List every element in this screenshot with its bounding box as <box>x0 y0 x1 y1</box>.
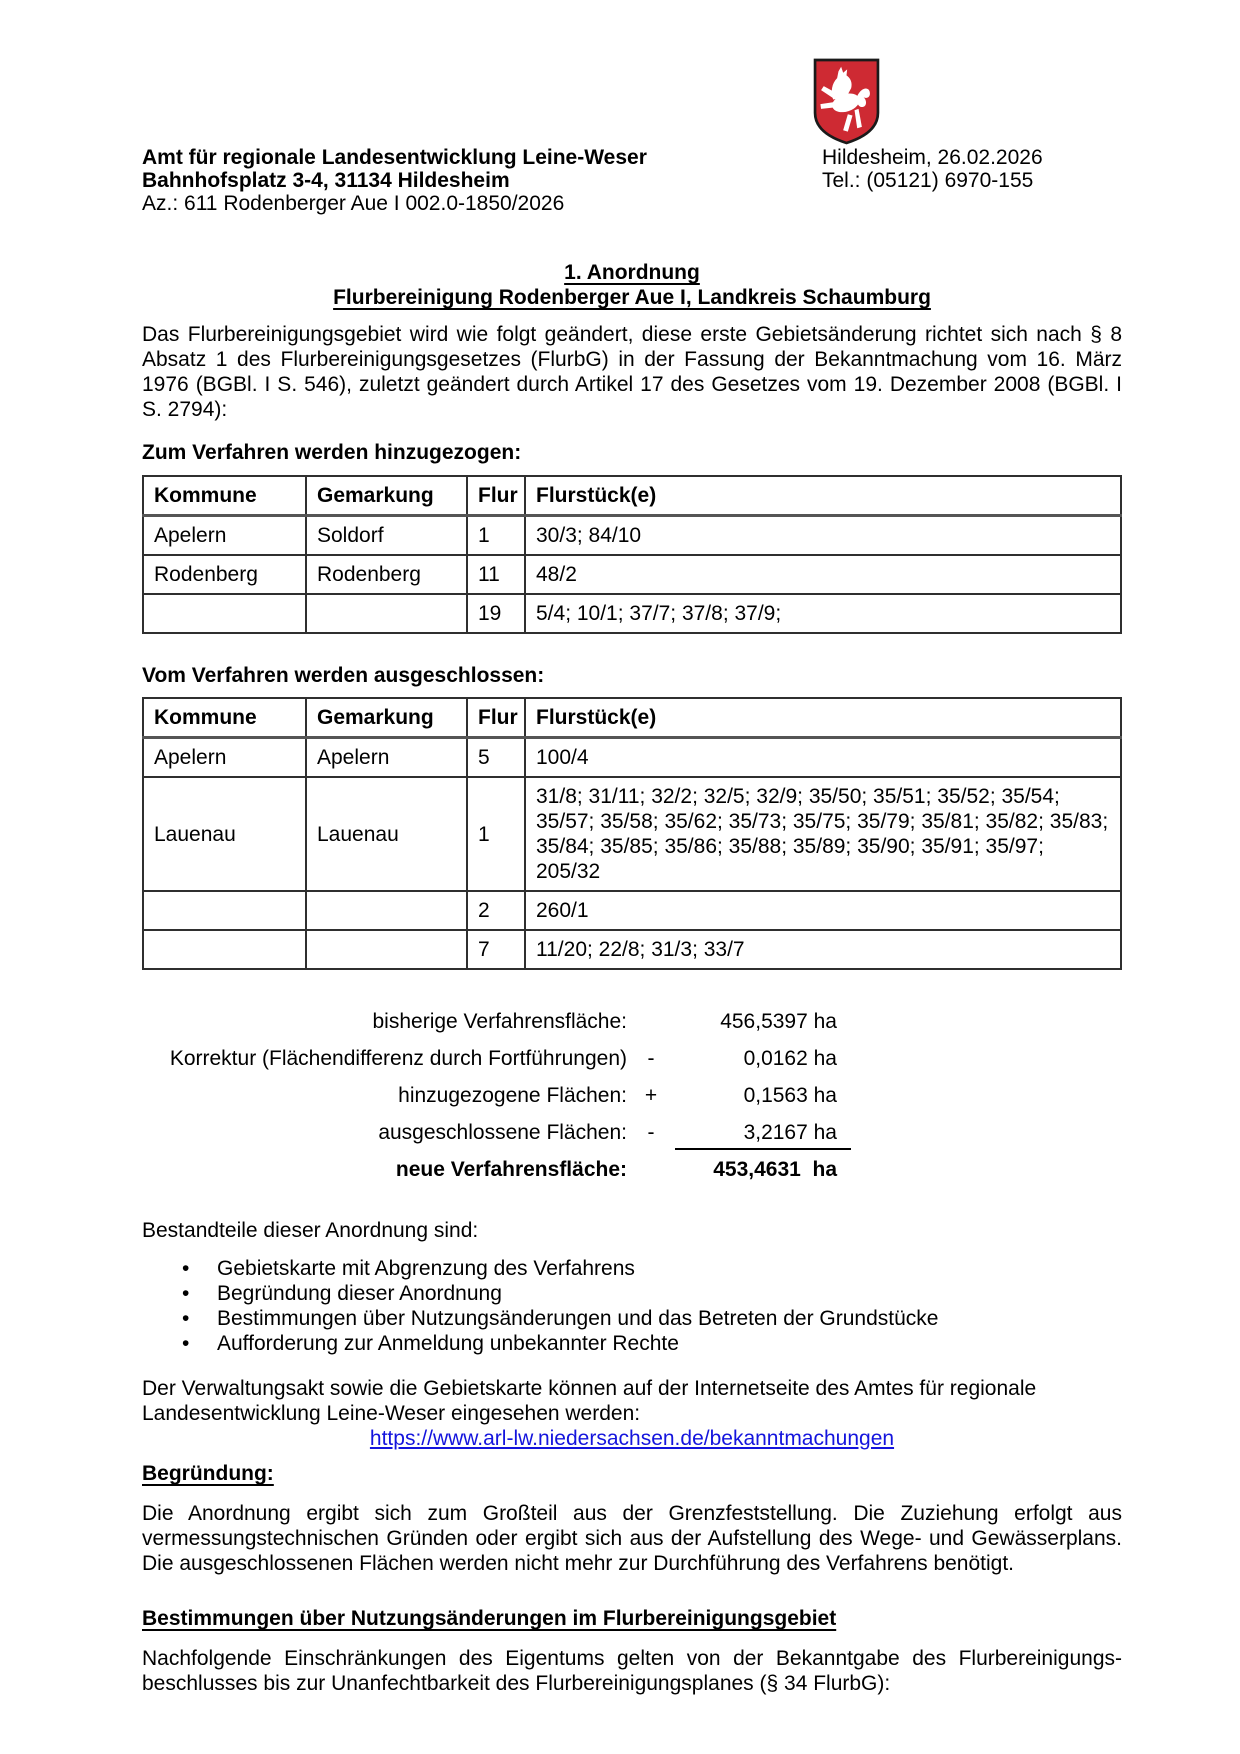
list-item: • Bestimmungen über Nutzungsänderungen und das Betreten der Grundstücke <box>142 1306 1122 1331</box>
table-cell: Apelern <box>143 738 306 778</box>
table-cell: 7 <box>467 930 525 969</box>
area-row-previous <box>142 1009 1122 1046</box>
table-cell: 11/20; 22/8; 31/3; 33/7 <box>525 930 1121 969</box>
table-row <box>143 516 1121 556</box>
area-row-excluded <box>142 1120 1122 1157</box>
title-line-1: 1. Anordnung <box>564 261 700 284</box>
column-header-flurstueck: Flurstück(e) <box>525 476 1121 516</box>
table-cell: 19 <box>467 594 525 633</box>
table-cell: 2 <box>467 891 525 930</box>
area-row-correction <box>142 1046 1122 1083</box>
area-value: 3,2167 ha <box>675 1120 851 1150</box>
table-cell <box>143 930 306 969</box>
sender-street: Bahnhofsplatz 3-4, 31134 Hildesheim <box>142 169 510 192</box>
table-cell: 11 <box>467 555 525 594</box>
table-cell: 260/1 <box>525 891 1121 930</box>
table-cell: 31/8; 31/11; 32/2; 32/5; 32/9; 35/50; 35/51; 35/52; 35/54; 35/57; 35/58; 35/62; 35/73; 35/75; 35/79; 35/81; 35/82; 35/83; 35/84; 35/85; 35/86; 35/88; 35/89; 35/90; 35/91; 35/97; 205/32 <box>525 777 1121 891</box>
publication-link-line <box>142 1426 1122 1451</box>
justification-heading: Begründung: <box>142 1462 274 1485</box>
table-cell: Apelern <box>306 738 467 778</box>
components-heading: Bestandteile dieser Anordnung sind: <box>142 1219 479 1242</box>
document-title <box>142 260 1122 310</box>
area-sign: + <box>644 1084 658 1107</box>
components-list <box>142 1256 1122 1356</box>
table-row <box>143 738 1121 778</box>
area-value: 456,5397 ha <box>720 1010 837 1033</box>
table-cell: 5/4; 10/1; 37/7; 37/8; 37/9; <box>525 594 1121 633</box>
table-cell: Lauenau <box>143 777 306 891</box>
excluded-parcels-table <box>142 697 1122 970</box>
table-header-row <box>143 698 1121 738</box>
table-cell <box>143 594 306 633</box>
area-row-new-total <box>142 1157 1122 1194</box>
publication-paragraph: Der Verwaltungsakt sowie die Gebietskarte können auf der Internetseite des Amtes für regionale Landesentwicklung Leine-Weser eingesehen werden: <box>142 1377 1037 1425</box>
column-header-flur: Flur <box>467 476 525 516</box>
table-row <box>143 555 1121 594</box>
table-cell: 1 <box>467 516 525 556</box>
added-section-heading: Zum Verfahren werden hinzugezogen: <box>142 441 522 464</box>
table-row <box>143 594 1121 633</box>
justification-paragraph: Die Anordnung ergibt sich zum Großteil aus der Grenzfeststellung. Die Zuziehung erfolgt aus vermessungstechnischen Gründen oder ergibt sich aus der Aufstellung des Wege- und Gewässerplans. Die ausgeschlossenen Flächen werden nicht mehr zur Durchführung des Verfahrens benötigt. <box>142 1502 1122 1575</box>
place-date: Hildesheim, 26.02.2026 <box>822 146 1043 169</box>
title-line-2: Flurbereinigung Rodenberger Aue I, Landkreis Schaumburg <box>333 286 931 309</box>
table-cell: 48/2 <box>525 555 1121 594</box>
table-cell <box>143 891 306 930</box>
area-sign: - <box>647 1047 655 1070</box>
table-cell: 1 <box>467 777 525 891</box>
table-cell: Rodenberg <box>143 555 306 594</box>
area-value: 0,1563 ha <box>743 1084 837 1107</box>
intro-paragraph: Das Flurbereinigungsgebiet wird wie folgt geändert, diese erste Gebietsänderung richtet sich nach § 8 Absatz 1 des Flurbereinigungsgesetzes (FlurbG) in der Fassung der Bekanntmachung vom 16. März 1976 (BGBl. I S. 546), zuletzt geändert durch Artikel 17 des Gesetzes vom 19. Dezember 2008 (BGBl. I S. 2794): <box>142 323 1122 421</box>
list-item: • Aufforderung zur Anmeldung unbekannter Rechte <box>142 1331 1122 1356</box>
file-reference: Az.: 611 Rodenberger Aue I 002.0-1850/2026 <box>142 192 565 215</box>
table-cell: Lauenau <box>306 777 467 891</box>
table-cell <box>306 930 467 969</box>
area-value: 0,0162 ha <box>743 1047 837 1070</box>
table-cell: 5 <box>467 738 525 778</box>
provisions-heading: Bestimmungen über Nutzungsänderungen im Flurbereinigungsgebiet <box>142 1607 837 1630</box>
table-cell: Apelern <box>143 516 306 556</box>
excluded-section-heading: Vom Verfahren werden ausgeschlossen: <box>142 664 545 687</box>
area-summary <box>142 1009 1122 1194</box>
phone-number: Tel.: (05121) 6970-155 <box>822 169 1034 192</box>
provisions-paragraph: Nachfolgende Einschränkungen des Eigentums gelten von der Bekanntgabe des Flurbereinigungsbeschlusses bis zur Unanfechtbarkeit des Flurbereinigungsplanes (§ 34 FlurbG): <box>142 1647 1122 1695</box>
area-label: Korrektur (Flächendifferenz durch Fortführungen) <box>169 1047 627 1070</box>
area-label: bisherige Verfahrensfläche: <box>372 1010 627 1033</box>
area-value: 453,4631 ha <box>713 1158 837 1181</box>
bekanntmachungen-link[interactable]: https://www.arl-lw.niedersachsen.de/bekanntmachungen <box>369 1427 895 1450</box>
column-header-gemarkung: Gemarkung <box>306 476 467 516</box>
column-header-gemarkung: Gemarkung <box>306 698 467 738</box>
table-header-row <box>143 476 1121 516</box>
column-header-kommune: Kommune <box>143 476 306 516</box>
table-cell: 30/3; 84/10 <box>525 516 1121 556</box>
table-row <box>143 891 1121 930</box>
area-row-added <box>142 1083 1122 1120</box>
list-item: • Begründung dieser Anordnung <box>142 1281 1122 1306</box>
table-cell: Rodenberg <box>306 555 467 594</box>
added-parcels-table <box>142 475 1122 634</box>
area-label: ausgeschlossene Flächen: <box>378 1121 627 1144</box>
column-header-flur: Flur <box>467 698 525 738</box>
list-item: • Gebietskarte mit Abgrenzung des Verfahrens <box>142 1256 1122 1281</box>
table-cell <box>306 594 467 633</box>
area-label: neue Verfahrensfläche: <box>395 1158 627 1181</box>
area-sign: - <box>647 1121 655 1144</box>
table-cell <box>306 891 467 930</box>
area-label: hinzugezogene Flächen: <box>398 1084 627 1107</box>
column-header-flurstueck: Flurstück(e) <box>525 698 1121 738</box>
table-cell: 100/4 <box>525 738 1121 778</box>
table-row <box>143 930 1121 969</box>
document-body <box>142 0 1122 1696</box>
table-cell: Soldorf <box>306 516 467 556</box>
column-header-kommune: Kommune <box>143 698 306 738</box>
sender-name: Amt für regionale Landesentwicklung Leine-Weser <box>142 146 647 169</box>
table-row <box>143 777 1121 891</box>
